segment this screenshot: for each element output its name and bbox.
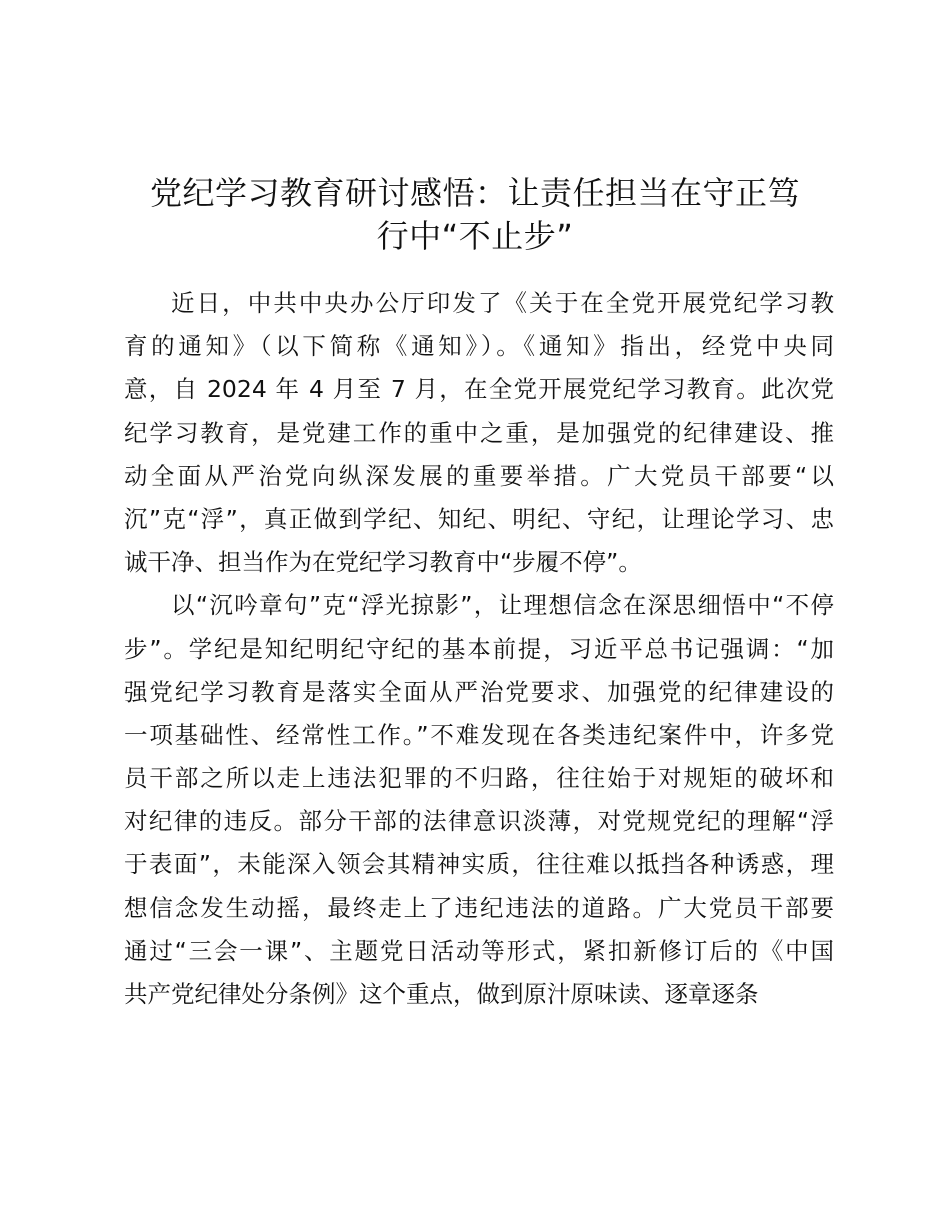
paragraph-line: 想信念发生动摇，最终走上了违纪违法的道路。广大党员干部要 xyxy=(124,893,834,922)
paragraph-line: 育的通知》（以下简称《通知》）。《通知》指出，经党中央同 xyxy=(124,332,834,361)
document-body xyxy=(124,282,834,1016)
paragraph-2 xyxy=(124,584,834,1016)
paragraph-line: 沉”克“浮”，真正做到学纪、知纪、明纪、守纪，让理论学习、忠 xyxy=(124,504,834,533)
title-line: 党纪学习教育研讨感悟：让责任担当在守正笃 xyxy=(149,174,800,212)
paragraph-line: 诚干净、担当作为在党纪学习教育中“步履不停”。 xyxy=(124,548,642,577)
paragraph-line: 通过“三会一课”、主题党日活动等形式，紧扣新修订后的《中国 xyxy=(124,936,834,965)
paragraph-line: 纪学习教育，是党建工作的重中之重，是加强党的纪律建设、推 xyxy=(124,418,834,447)
paragraph-line: 一项基础性、经常性工作。”不难发现在各类违纪案件中，许多党 xyxy=(124,720,834,749)
title-line: 行中“不止步” xyxy=(376,217,574,255)
paragraph-line: 对纪律的违反。部分干部的法律意识淡薄，对党规党纪的理解“浮 xyxy=(124,807,834,836)
paragraph-line: 共产党纪律处分条例》这个重点，做到原汁原味读、逐章逐条 xyxy=(124,980,759,1008)
paragraph-1 xyxy=(124,282,834,584)
paragraph-line: 以“沉吟章句”克“浮光掠影”，让理想信念在深思细悟中“不停 xyxy=(171,591,834,620)
document-title xyxy=(110,168,840,254)
paragraph-line: 步”。学纪是知纪明纪守纪的基本前提，习近平总书记强调：“加 xyxy=(124,634,834,663)
paragraph-line: 员干部之所以走上违法犯罪的不归路，往往始于对规矩的破坏和 xyxy=(124,764,834,793)
paragraph-line: 动全面从严治党向纵深发展的重要举措。广大党员干部要“以 xyxy=(124,461,834,490)
paragraph-line: 于表面”，未能深入领会其精神实质，往往难以抵挡各种诱惑，理 xyxy=(124,850,834,879)
paragraph-line: 近日，中共中央办公厅印发了《关于在全党开展党纪学习教 xyxy=(171,289,834,317)
paragraph-line: 意，自 2024 年 4 月至 7 月，在全党开展党纪学习教育。此次党 xyxy=(124,375,834,404)
paragraph-line: 强党纪学习教育是落实全面从严治党要求、加强党的纪律建设的 xyxy=(124,677,834,706)
